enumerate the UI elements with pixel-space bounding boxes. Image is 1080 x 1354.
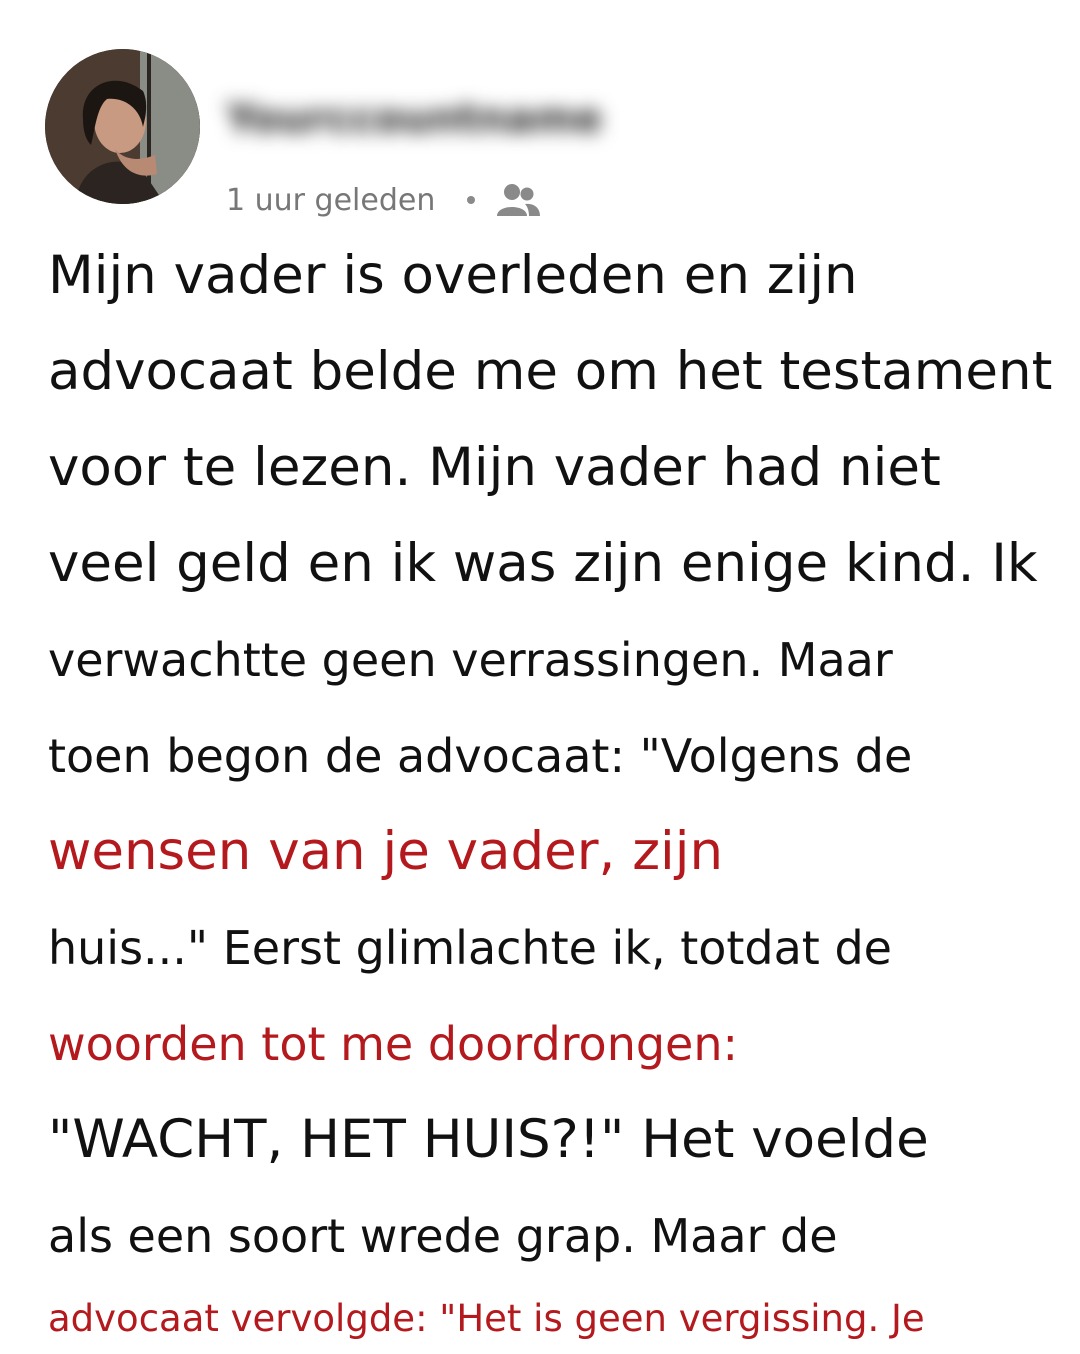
- post-meta: [226, 180, 541, 220]
- post-text-line: advocaat belde me om het testament: [48, 341, 1053, 402]
- separator-dot: [467, 196, 475, 204]
- post-text-line-highlight: woorden tot me doordrongen:: [48, 1017, 738, 1071]
- post-text-line: huis..." Eerst glimlachte ik, totdat de: [48, 921, 892, 975]
- post-timestamp[interactable]: 1 uur geleden: [226, 182, 436, 218]
- post-text-line: "WACHT, HET HUIS?!" Het voelde: [48, 1109, 929, 1170]
- post-text-line: Mijn vader is overleden en zijn: [48, 245, 858, 306]
- post-text-line: veel geld en ik was zijn enige kind. Ik: [48, 533, 1038, 594]
- post-text-line: verwachtte geen verrassingen. Maar: [48, 633, 893, 687]
- avatar[interactable]: [45, 49, 200, 204]
- post-text-line-highlight: wensen van je vader, zijn: [48, 821, 724, 882]
- post-text-line: toen begon de advocaat: "Volgens de: [48, 729, 913, 783]
- author-name[interactable]: Yourccountname: [226, 96, 603, 142]
- post-text-line-highlight: advocaat vervolgde: "Het is geen vergissing. Je: [48, 1297, 925, 1340]
- post-text-line: voor te lezen. Mijn vader had niet: [48, 437, 941, 498]
- friends-icon[interactable]: [495, 182, 541, 218]
- post-text-line: als een soort wrede grap. Maar de: [48, 1209, 838, 1263]
- post-body: [48, 228, 1053, 1354]
